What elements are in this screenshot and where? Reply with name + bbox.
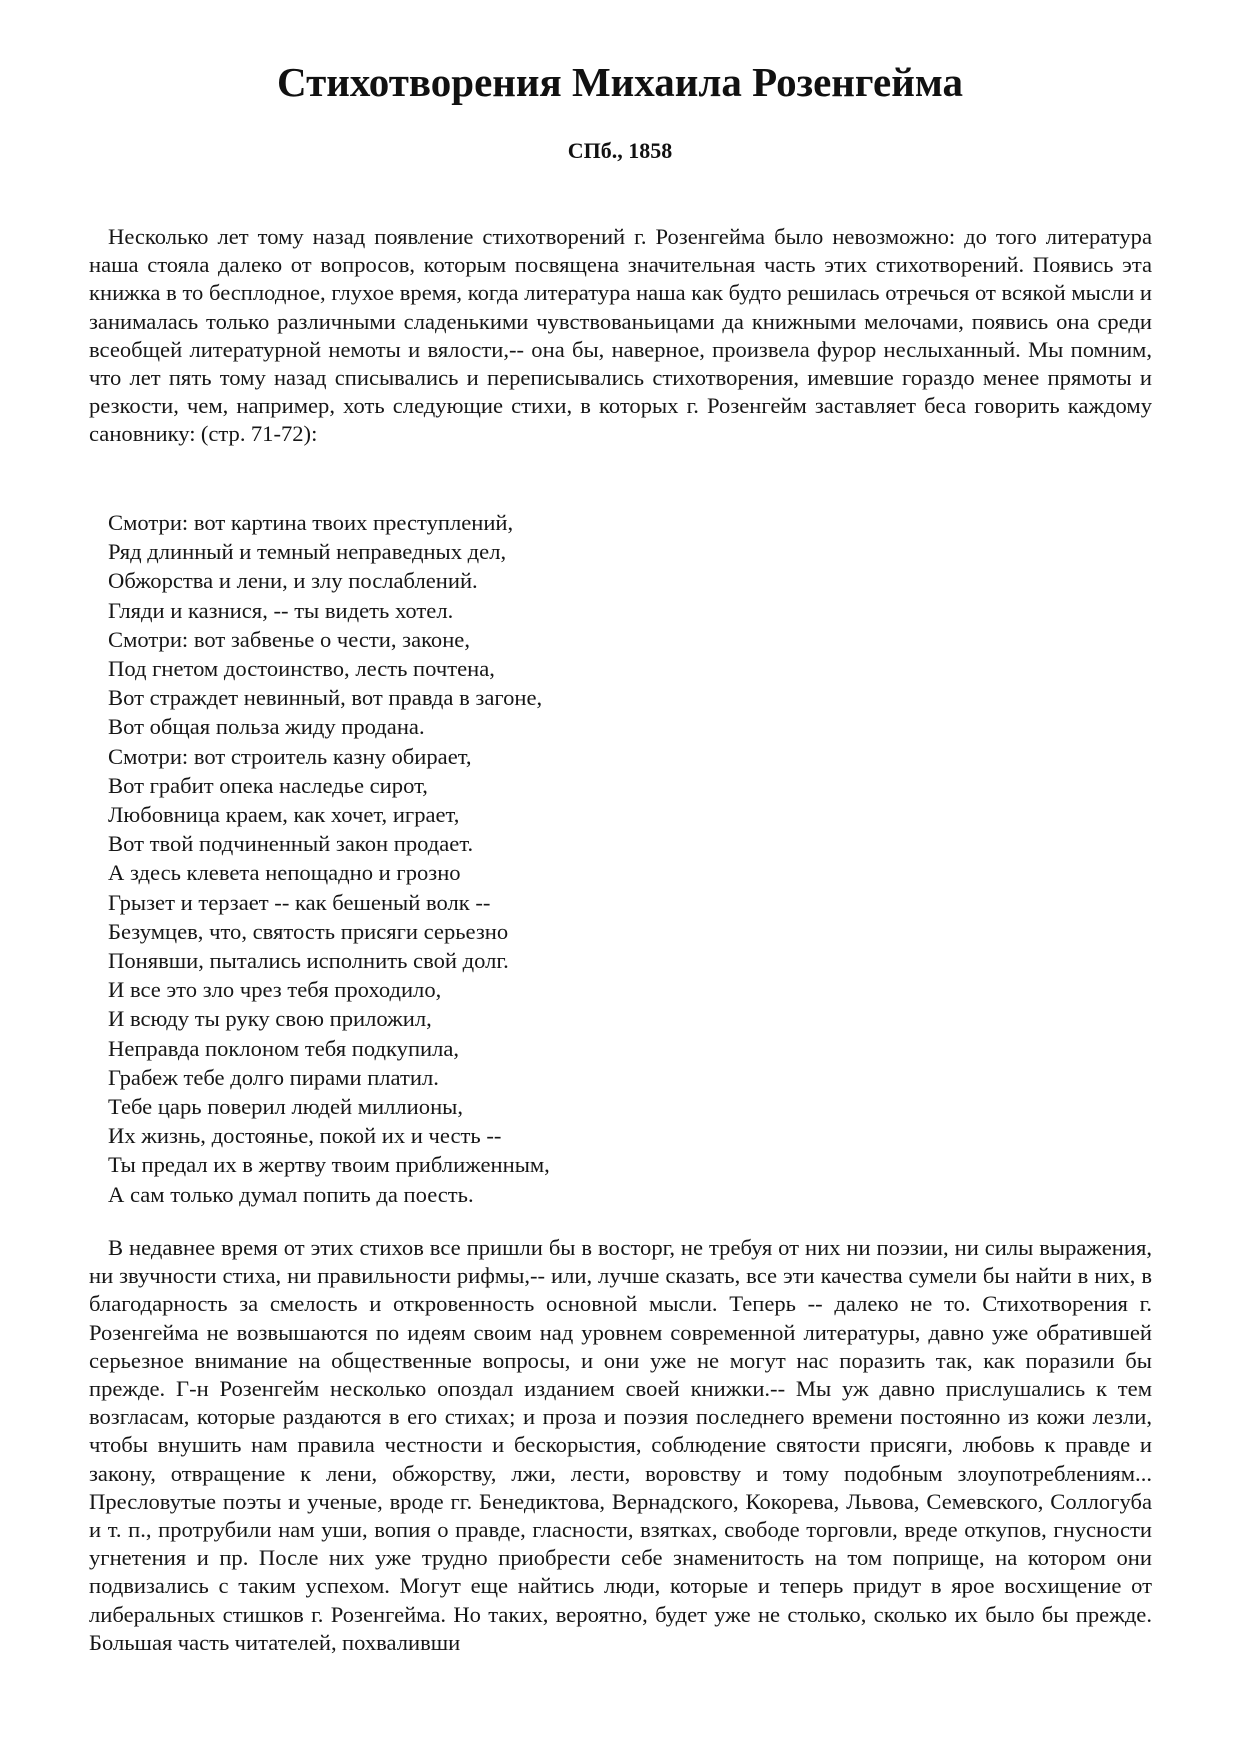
poem-quote: [108, 508, 550, 1209]
poem-line: Смотри: вот забвенье о чести, законе,: [108, 626, 470, 652]
poem-line: Гляди и казнися, -- ты видеть хотел.: [108, 597, 454, 623]
poem-line: Обжорства и лени, и злу послаблений.: [108, 568, 478, 594]
poem-line: Грызет и терзает -- как бешеный волк --: [108, 889, 491, 915]
poem-line: Ряд длинный и темный неправедных дел,: [108, 539, 507, 565]
poem-line: Смотри: вот картина твоих преступлений,: [108, 510, 514, 535]
poem-line: Любовница краем, как хочет, играет,: [108, 802, 460, 828]
poem-line: А сам только думал попить да поесть.: [108, 1181, 474, 1207]
paragraph-commentary: В недавнее время от этих стихов все пришли бы в восторг, не требуя от них ни поэзии, ни силы выражения, ни звучности стиха, ни правильности рифмы,-- или, лучше сказать, все эти качества сумели бы найти в них, в благодарность за смелость и откровенность основной мысли. Теперь -- далеко не то. Стихотворения г. Розенгейма не возвышаются по идеям своим над уровнем современной литературы, давно уже обратившей серьезное внимание на общественные вопросы, и они уже не могут нас поразить так, как поразили бы прежде. Г-н Розенгейм несколько опоздал изданием своей книжки.-- Мы уж давно прислушались к тем возгласам, которые раздаются в его стихах; и проза и поэзия последнего времени постоянно из кожи лезли, чтобы внушить нам правила честности и бескорыстия, соблюдение святости присяги, любовь к правде и закону, отвращение к лени, обжорству, лжи, лести, воровству и тому подобным злоупотреблениям... Пресловутые поэты и ученые, вроде гг. Бенедиктова, Вернадского, Кокорева, Львова, Семевского, Соллогуба и т. п., протрубили нам уши, вопия о правде, гласности, взятках, свободе торговли, вреде откупов, гнусности угнетения и пр. После них уже трудно приобрести себе знаменитость на том поприще, на котором они подвизались с таким успехом. Могут еще найтись люди, которые и теперь придут в ярое восхищение от либеральных стишков г. Розенгейма. Но таких, вероятно, будет уже не столько, сколько их было бы прежде. Большая часть читателей, похваливши: [89, 1235, 1152, 1655]
poem-line: Смотри: вот строитель казну обирает,: [108, 743, 472, 769]
poem-line: Вот страждет невинный, вот правда в загоне,: [108, 685, 543, 711]
poem-line: И всюду ты руку свою приложил,: [108, 1006, 432, 1032]
poem-line: Грабеж тебе долго пирами платил.: [108, 1064, 439, 1090]
publication-info: СПб., 1858: [567, 138, 673, 163]
paragraph-intro: Несколько лет тому назад появление стихотворений г. Розенгейма было невозможно: до того литература наша стояла далеко от вопросов, которым посвящена значительная часть этих стихотворений. Появись эта книжка в то бесплодное, глухое время, когда литература наша как будто решилась отречься от всякой мысли и занималась только различными сладенькими чувствованьицами да книжными мелочами, появись она среди всеобщей литературной немоты и вялости,-- она бы, наверное, произвела фурор неслыханный. Мы помним, что лет пять тому назад списывались и переписывались стихотворения, имевшие гораздо менее прямоты и резкости, чем, например, хоть следующие стихи, в которых г. Розенгейм заставляет беса говорить каждому сановнику: (стр. 71-72):: [89, 224, 1152, 447]
poem-line: И все это зло чрез тебя проходило,: [108, 977, 442, 1003]
poem-line: Неправда поклоном тебя подкупила,: [108, 1035, 460, 1061]
poem-line: Ты предал их в жертву твоим приближенным,: [108, 1152, 550, 1178]
poem-line: Их жизнь, достоянье, покой их и честь --: [108, 1123, 502, 1149]
poem-line: Под гнетом достоинство, лесть почтена,: [108, 656, 495, 682]
poem-line: А здесь клевета непощадно и грозно: [108, 860, 461, 886]
poem-line: Безумцев, что, святость присяги серьезно: [108, 918, 509, 944]
poem-line: Тебе царь поверил людей миллионы,: [108, 1094, 463, 1120]
page-title: Стихотворения Михаила Розенгейма: [277, 59, 963, 105]
poem-line: Вот твой подчиненный закон продает.: [108, 831, 474, 857]
poem-line: Вот общая польза жиду продана.: [108, 714, 425, 740]
poem-line: Понявши, пытались исполнить свой долг.: [108, 948, 509, 974]
poem-line: Вот грабит опека наследье сирот,: [108, 772, 428, 798]
